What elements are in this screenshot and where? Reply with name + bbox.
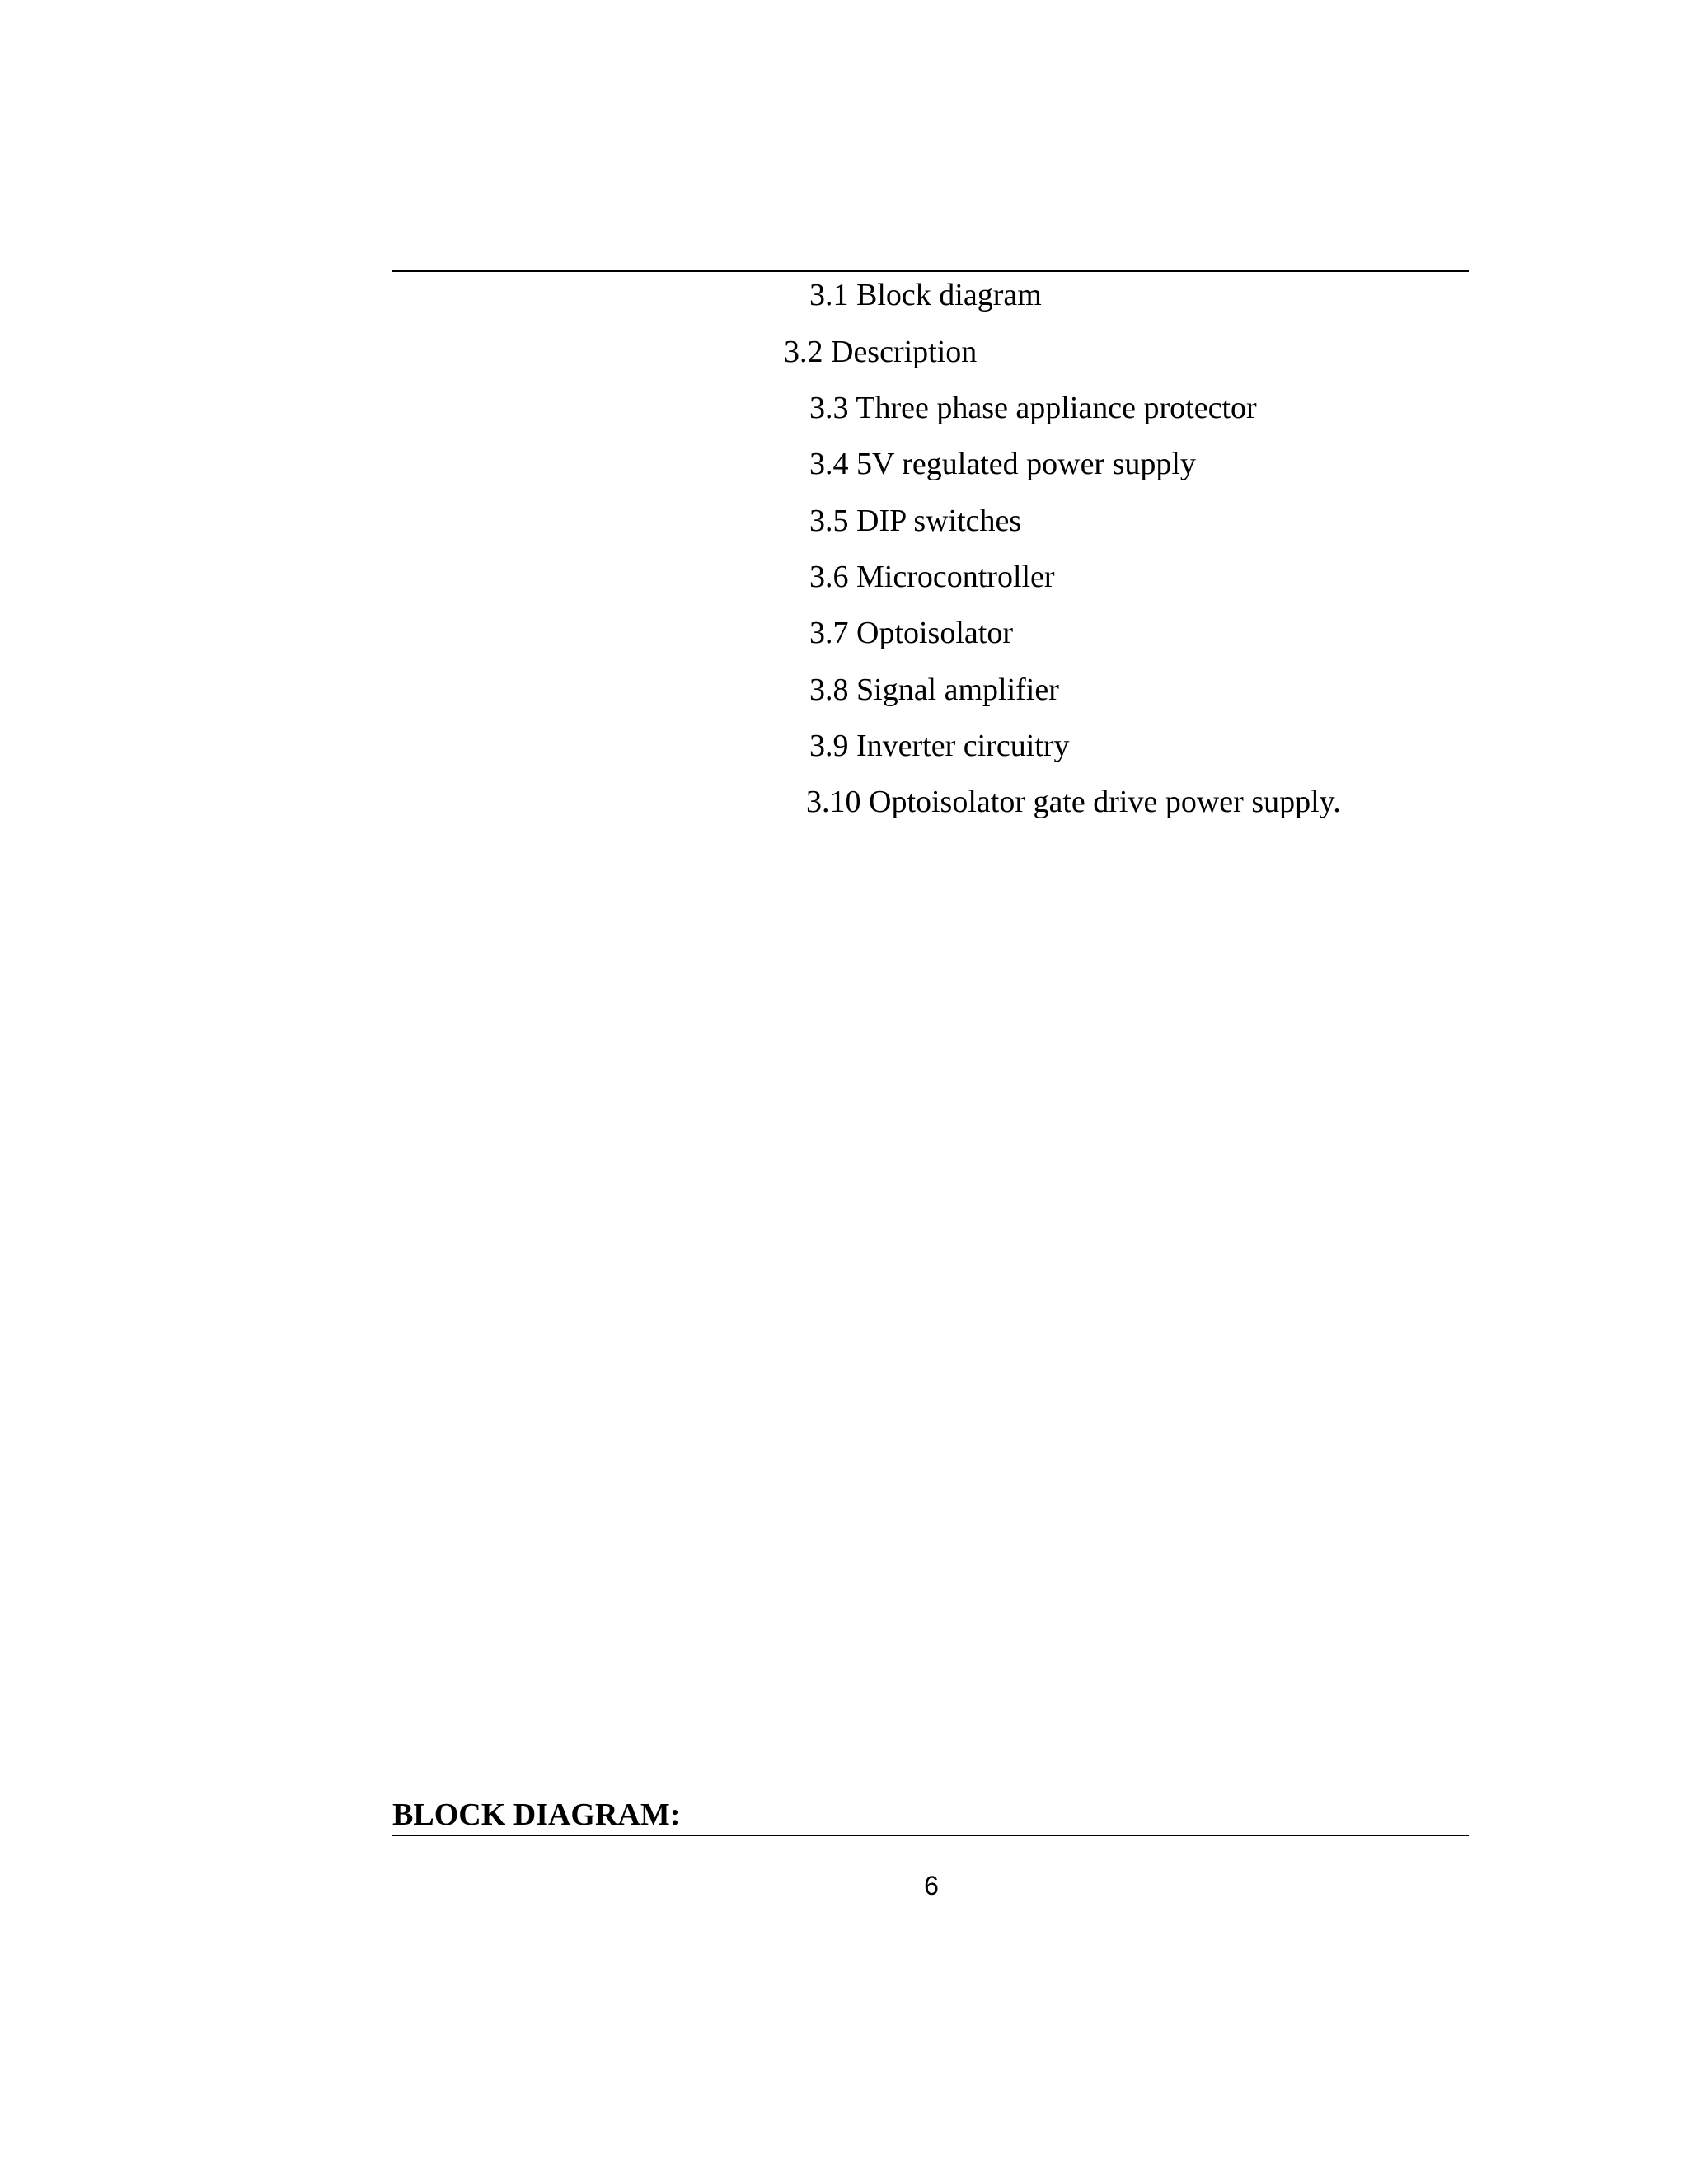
page-number: 6 (924, 1871, 939, 1900)
contents-item-block-diagram: 3.1 Block diagram (809, 278, 1042, 312)
contents-item-description: 3.2 Description (784, 335, 978, 369)
contents-item-optoisolator: 3.7 Optoisolator (809, 616, 1013, 650)
contents-item-dip-switches: 3.5 DIP switches (809, 504, 1022, 538)
contents-item-inverter-circuitry: 3.9 Inverter circuitry (809, 729, 1070, 763)
block-diagram-heading: BLOCK DIAGRAM: (392, 1797, 681, 1832)
bottom-horizontal-rule (392, 1835, 1469, 1836)
contents-item-signal-amplifier: 3.8 Signal amplifier (809, 673, 1059, 707)
contents-item-gate-drive-supply: 3.10 Optoisolator gate drive power supply. (806, 785, 1341, 819)
contents-item-microcontroller: 3.6 Microcontroller (809, 560, 1055, 594)
contents-item-three-phase-protector: 3.3 Three phase appliance protector (809, 391, 1257, 425)
top-horizontal-rule (392, 270, 1469, 272)
contents-item-power-supply: 3.4 5V regulated power supply (809, 447, 1196, 481)
